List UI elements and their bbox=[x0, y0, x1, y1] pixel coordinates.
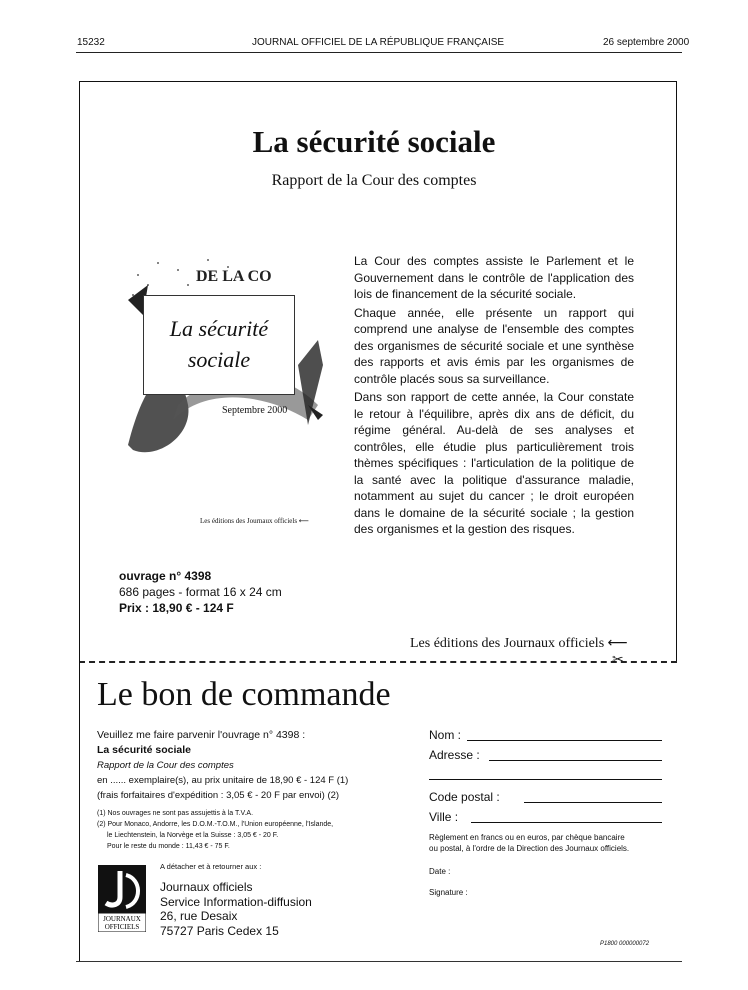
cover-publisher: Les éditions des Journaux officiels ⟵ bbox=[200, 517, 309, 525]
return-address-label: A détacher et à retourner aux : bbox=[160, 862, 262, 871]
reference-code: P1800 000000072 bbox=[600, 941, 650, 947]
address-line: 75727 Paris Cedex 15 bbox=[160, 923, 279, 938]
cover-title-line2: sociale bbox=[187, 347, 251, 372]
cover-title-box bbox=[143, 295, 295, 395]
order-form-fields bbox=[429, 728, 669, 928]
journal-title: JOURNAL OFFICIEL DE LA RÉPUBLIQUE FRANÇAISE bbox=[252, 37, 505, 48]
signature-label[interactable]: Signature : bbox=[429, 888, 468, 897]
nom-field[interactable] bbox=[467, 740, 662, 741]
order-line: Veuillez me faire parvenir l'ouvrage n° 4398 : bbox=[97, 729, 306, 741]
cover-title-line1: La sécurité bbox=[169, 316, 269, 341]
svg-text:OFFICIELS: OFFICIELS bbox=[104, 923, 140, 931]
order-form-border bbox=[79, 661, 80, 961]
book-title: La sécurité sociale bbox=[252, 124, 496, 159]
order-details bbox=[97, 728, 348, 803]
cover-date: Septembre 2000 bbox=[222, 405, 288, 416]
ouvrage-number: ouvrage n° 4398 bbox=[119, 569, 212, 583]
arrow-left-icon: ⟵ bbox=[607, 635, 628, 651]
book-price: Prix : 18,90 € - 124 F bbox=[119, 601, 234, 615]
order-book-subtitle: Rapport de la Cour des comptes bbox=[97, 760, 234, 771]
note: Pour le reste du monde : 11,43 € - 75 F. bbox=[107, 843, 230, 850]
page-bottom-rule bbox=[76, 961, 682, 962]
ville-label: Ville : bbox=[429, 810, 459, 824]
header-date: 26 septembre 2000 bbox=[603, 37, 690, 48]
adresse-field[interactable] bbox=[489, 760, 662, 761]
svg-text:JOURNAUX: JOURNAUX bbox=[103, 915, 141, 923]
description-paragraph: Chaque année, elle présente un rapport qui comprend une analyse de l'ensemble des comptes des organismes de sécurité sociale et une synthèse des rapports et avis émis par les organismes de contrôle placés sous sa surveillance. bbox=[354, 305, 634, 386]
order-notes bbox=[97, 808, 333, 852]
address-line: 26, rue Desaix bbox=[160, 909, 238, 923]
reglement-text: Règlement en francs ou en euros, par chèque bancaire bbox=[429, 833, 625, 842]
adresse-field-line2[interactable] bbox=[429, 779, 662, 780]
book-details bbox=[119, 568, 282, 616]
description-paragraph: Dans son rapport de cette année, la Cour constate le retour à l'équilibre, après dix ans de déficit, du régime général. Au-delà de ses analyses et contrôles, elle étudie plus particulièrement trois thèmes spécifiques : l'articulation de la politique de la santé avec la politique d'assurance maladie, notamment au sujet du cancer ; le droit européen dans le domaine de la sécurité sociale ; la gestion des organismes et la gestion des risques. bbox=[354, 390, 634, 536]
journaux-officiels-logo bbox=[98, 865, 146, 932]
order-title: Le bon de commande bbox=[97, 676, 391, 713]
description-paragraph: La Cour des comptes assiste le Parlement et le Gouvernement dans le contrôle de l'application des lois de financement de la sécurité sociale. bbox=[354, 254, 634, 301]
reglement-text: ou postal, à l'ordre de la Direction des Journaux officiels. bbox=[429, 844, 630, 853]
address-line: Service Information-diffusion bbox=[160, 894, 312, 909]
nom-label: Nom : bbox=[429, 728, 462, 742]
adresse-label: Adresse : bbox=[429, 748, 480, 762]
publisher-line: Les éditions des Journaux officiels ⟵ bbox=[410, 635, 628, 651]
note: (1) Nos ouvrages ne sont pas assujettis à la T.V.A. bbox=[97, 810, 254, 817]
scissors-icon: ✂ bbox=[612, 652, 624, 668]
address-line: Journaux officiels bbox=[160, 880, 253, 894]
ville-field[interactable] bbox=[471, 822, 662, 823]
cut-line bbox=[79, 661, 677, 663]
book-format: 686 pages - format 16 x 24 cm bbox=[119, 585, 282, 599]
code-postal-field[interactable] bbox=[524, 802, 662, 803]
note: (2) Pour Monaco, Andorre, les D.O.M.-T.O.M., l'Union européenne, l'Islande, bbox=[97, 821, 334, 828]
book-description bbox=[354, 253, 634, 540]
order-quantity-line: en ...... exemplaire(s), au prix unitaire de 18,90 € - 124 F (1) bbox=[97, 775, 349, 786]
note: le Liechtenstein, la Norvège et la Suisse : 3,05 € - 20 F. bbox=[107, 832, 279, 839]
return-address bbox=[160, 880, 312, 938]
code-postal-label: Code postal : bbox=[429, 790, 500, 804]
date-label[interactable]: Date : bbox=[429, 867, 451, 876]
order-shipping-line: (frais forfaitaires d'expédition : 3,05 € - 20 F par envoi) (2) bbox=[97, 790, 340, 801]
order-book-title: La sécurité sociale bbox=[97, 744, 191, 756]
book-subtitle: Rapport de la Cour des comptes bbox=[271, 172, 477, 189]
cover-bg-fragment: DE LA CO bbox=[196, 268, 272, 285]
header-rule bbox=[76, 52, 682, 53]
page-number: 15232 bbox=[77, 37, 105, 48]
